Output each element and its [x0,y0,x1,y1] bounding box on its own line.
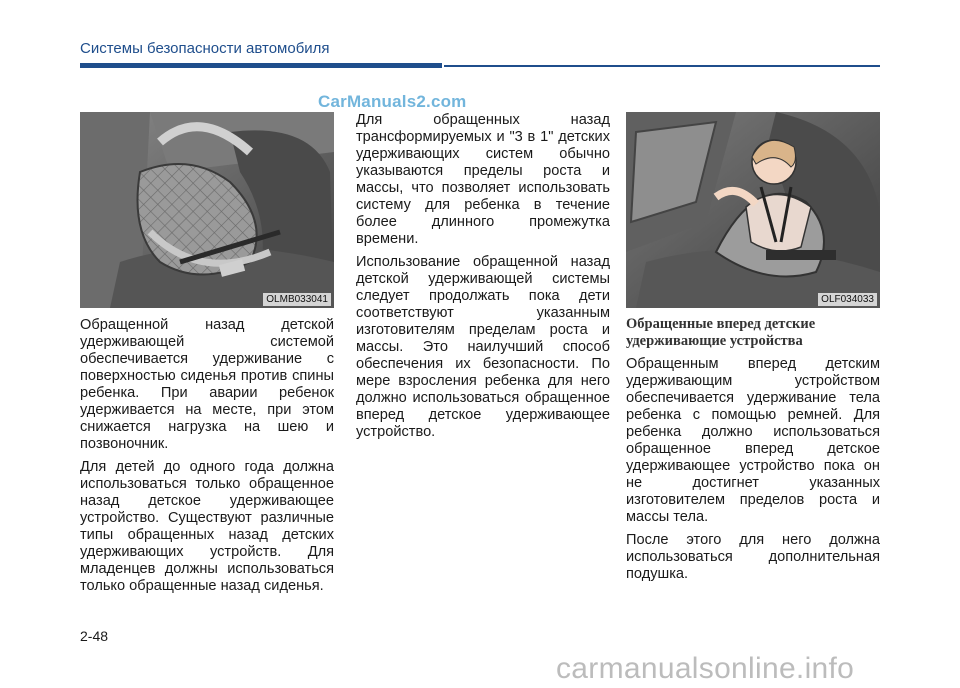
figure-code: OLF034033 [818,293,877,306]
header-rule-thin [444,65,880,67]
paragraph: Обращенным вперед детским удерживающим устройством обеспечивается удерживание тела ребенка с помощью ремней. Для ребенка должно использоваться обращенное вперед детское удерживающее устройство пока он не достигнет указанных изготовителем пределов роста и массы тела. [626,356,880,525]
paragraph: Использование обращенной назад детской удерживающей системы следует продолжать пока дети соответствуют указанным изготовителям пределам роста и массы. Это наилучший способ обеспечения их безопасности. По мере взросления ребенка для него должно использоваться обращенное вперед детское удерживающее устройство. [356,254,610,440]
paragraph: Для обращенных назад трансформируемых и "3 в 1" детских удерживающих систем обычно указываются пределы роста и массы, что позволяет использовать систему для ребенка в течение более длинного промежутка времени. [356,112,610,247]
watermark-link[interactable]: CarManuals2.com [318,92,467,111]
text-column-left [80,317,334,601]
header-rule-thick [80,63,442,68]
paragraph: После этого для него должна использоваться дополнительная подушка. [626,532,880,582]
child-seat-drawing [626,112,880,308]
text-column-right [626,316,880,589]
figure-code: OLMB033041 [263,293,331,306]
forward-facing-child-seat-illustration [626,112,880,308]
page-number: 2-48 [80,628,109,644]
rear-facing-infant-seat-illustration [80,112,334,308]
footer-site-link[interactable]: carmanualsonline.info [556,652,855,685]
text-column-middle [356,112,610,447]
subsection-heading: Обращенные вперед детские удерживающие устройства [626,316,816,349]
paragraph: Для детей до одного года должна использоваться только обращенное назад детское удерживающее устройство. Существуют различные типы обращенных назад детских удерживающих устройств. Для младенцев должны использоваться только обращенные назад сиденья. [80,459,334,594]
infant-seat-drawing [80,112,334,308]
paragraph: Обращенной назад детской удерживающей системой обеспечивается удерживание с поверхностью сиденья против спины ребенка. При аварии ребенок удерживается на месте, при этом снижается нагрузка на шею и позвоночник. [80,317,334,452]
section-title: Системы безопасности автомобиля [80,40,330,57]
